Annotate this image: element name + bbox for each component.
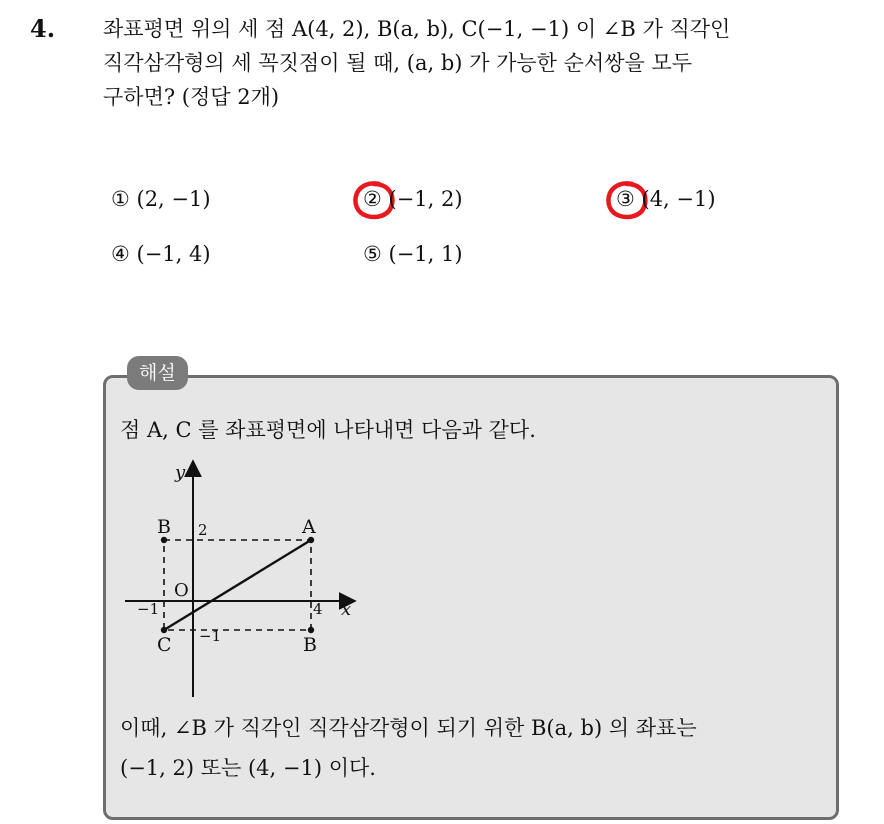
y-axis-label: y [175,462,186,483]
tick-x-4: 4 [313,600,323,618]
question-line-2: 직각삼각형의 세 꼭짓점이 될 때, (a, b) 가 가능한 순서쌍을 모두 [103,51,693,75]
choice-3[interactable]: ③ (4, −1) [616,187,716,211]
tick-y-neg1: −1 [199,627,222,645]
choice-4[interactable]: ④ (−1, 4) [111,242,211,266]
point-b-2-label: B [303,634,317,656]
coordinate-graph [115,455,375,705]
tick-y-2: 2 [198,521,208,539]
x-axis-label: x [341,599,352,620]
solution-line-3: (−1, 2) 또는 (4, −1) 이다. [120,756,376,780]
choice-1[interactable]: ① (2, −1) [111,187,211,211]
solution-tag: 해설 [127,356,188,390]
choice-2[interactable]: ② (−1, 2) [363,187,463,211]
question-number: 4. [30,14,56,43]
question-text [103,12,863,114]
point-c-label: C [157,634,172,656]
solution-line-2: 이때, ∠B 가 직각인 직각삼각형이 되기 위한 B(a, b) 의 좌표는 [120,716,697,740]
point-a-label: A [302,516,316,538]
solution-line-1: 점 A, C 를 좌표평면에 나타내면 다음과 같다. [120,418,536,442]
origin-label: O [174,580,189,601]
point-b-1-label: B [157,516,171,538]
tick-x-neg1: −1 [137,600,160,618]
choice-5[interactable]: ⑤ (−1, 1) [363,242,463,266]
point-c [161,627,167,633]
question-line-3: 구하면? (정답 2개) [103,85,280,109]
question-line-1: 좌표평면 위의 세 점 A(4, 2), B(a, b), C(−1, −1) 이 ∠B 가 직각인 [103,17,731,41]
point-b-2 [308,627,314,633]
